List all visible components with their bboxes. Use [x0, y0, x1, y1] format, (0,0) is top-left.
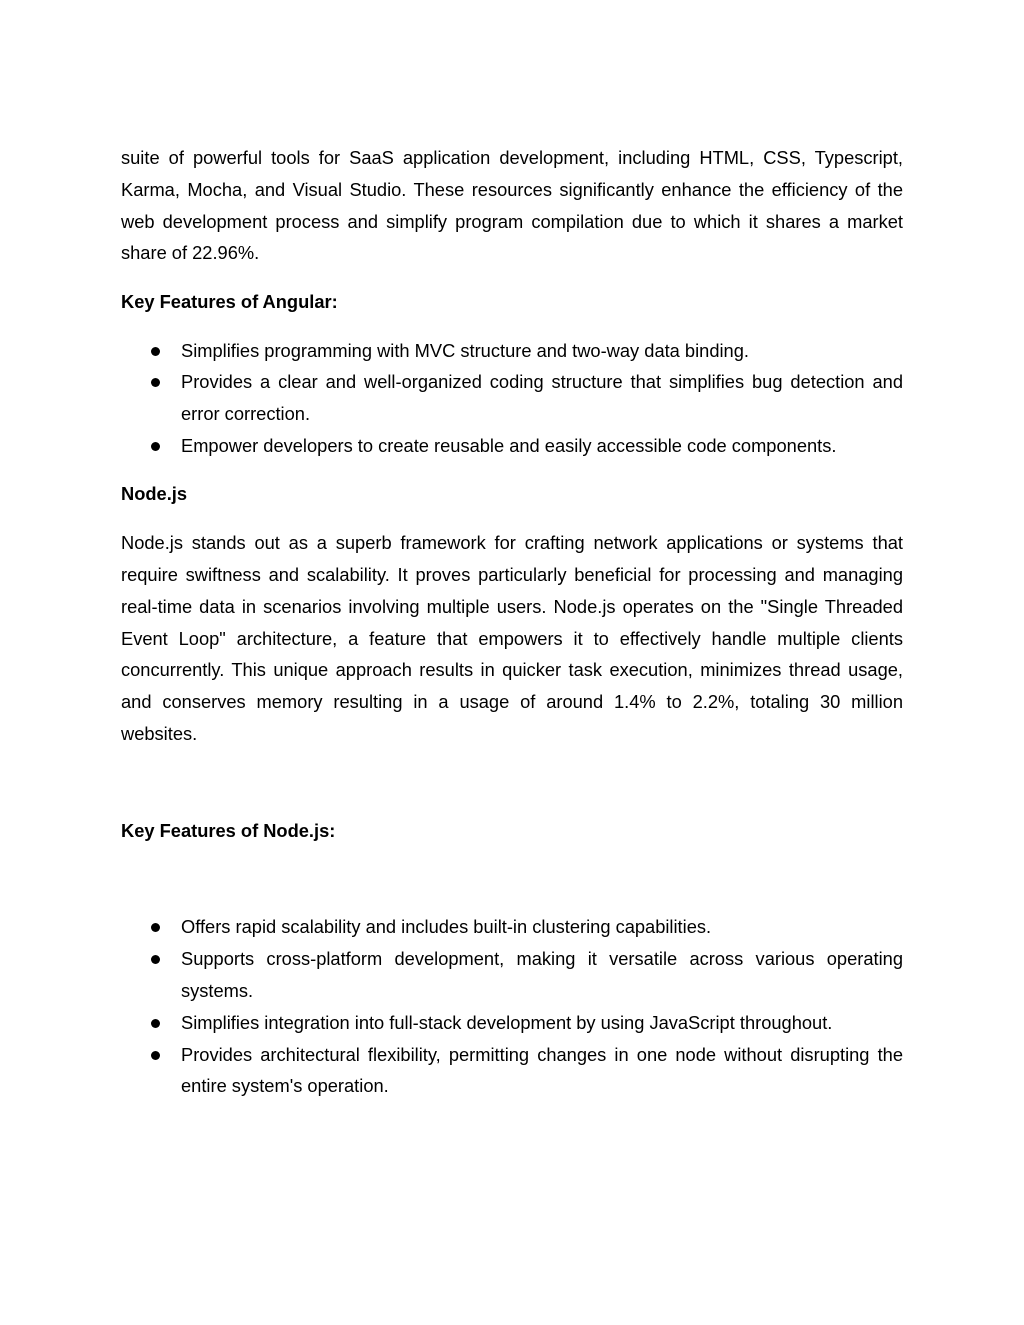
list-item-text: Simplifies programming with MVC structure and two-way data binding. [181, 339, 749, 361]
document-page [121, 142, 903, 1102]
nodejs-features-list [121, 911, 903, 1102]
list-item [121, 943, 903, 1007]
nodejs-features-heading: Key Features of Node.js: [121, 819, 336, 841]
list-item [121, 335, 903, 367]
bullet-icon [151, 378, 160, 387]
bullet-icon [151, 347, 160, 356]
list-item [121, 430, 903, 462]
list-item-text: Simplifies integration into full-stack development by using JavaScript throughout. [181, 1011, 833, 1033]
bullet-icon [151, 1019, 160, 1028]
nodejs-heading: Node.js [121, 483, 188, 505]
list-item-text: Provides a clear and well-organized coding structure that simplifies bug detection and error correction. [181, 371, 903, 425]
bullet-icon [151, 442, 160, 451]
list-item-text: Provides architectural flexibility, permitting changes in one node without disrupting the entire system's operation. [181, 1043, 903, 1097]
angular-features-list [121, 335, 903, 462]
angular-features-heading: Key Features of Angular: [121, 290, 338, 312]
bullet-icon [151, 923, 160, 932]
list-item-text: Offers rapid scalability and includes built-in clustering capabilities. [181, 916, 712, 938]
list-item [121, 366, 903, 430]
list-item [121, 911, 903, 943]
nodejs-paragraph: Node.js stands out as a superb framework for crafting network applications or systems that require swiftness and scalability. It proves particularly beneficial for processing and managing real-time data in scenarios involving multiple users. Node.js operates on the "Single Threaded Event Loop" architecture, a feature that empowers it to effectively handle multiple clients concurrently. This unique approach results in quicker task execution, minimizes thread usage, and conserves memory resulting in a usage of around 1.4% to 2.2%, totaling 30 million websites. [121, 532, 903, 744]
intro-paragraph: suite of powerful tools for SaaS application development, including HTML, CSS, Typescript, Karma, Mocha, and Visual Studio. These resources significantly enhance the efficiency of the web development process and simplify program compilation due to which it shares a market share of 22.96%. [121, 147, 903, 264]
list-item [121, 1007, 903, 1039]
list-item-text: Empower developers to create reusable and easily accessible code components. [181, 435, 837, 457]
bullet-icon [151, 955, 160, 964]
list-item-text: Supports cross-platform development, making it versatile across various operating systems. [181, 948, 903, 1001]
list-item [121, 1039, 903, 1103]
bullet-icon [151, 1051, 160, 1060]
